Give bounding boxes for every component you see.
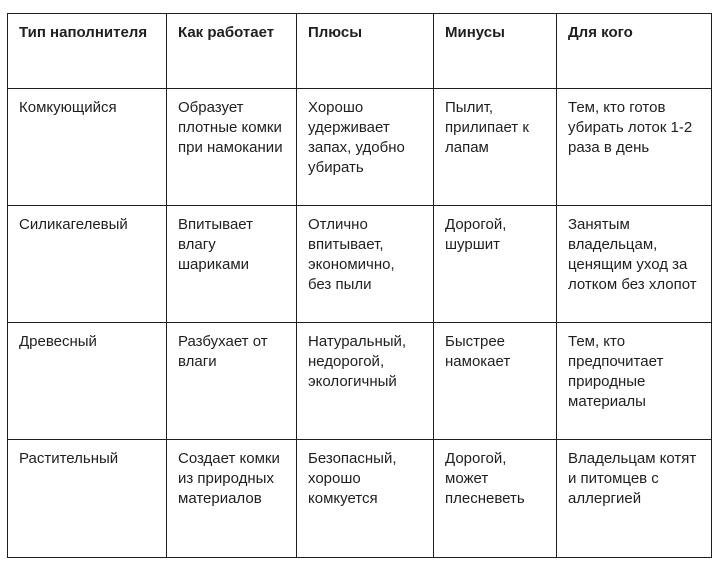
cell-type: Силикагелевый	[8, 206, 167, 323]
cell-pros: Хорошо удерживает запах, удобно убирать	[297, 89, 434, 206]
litter-comparison-table	[7, 13, 712, 558]
cell-how-it-works: Впитывает влагу шариками	[167, 206, 297, 323]
cell-cons: Быстрее намокает	[434, 323, 557, 440]
table-row	[8, 89, 712, 206]
cell-how-it-works: Образует плотные комки при намокании	[167, 89, 297, 206]
table-row	[8, 440, 712, 558]
header-row	[8, 14, 712, 89]
cell-type: Растительный	[8, 440, 167, 558]
header-cons: Минусы	[434, 14, 557, 89]
table-row	[8, 323, 712, 440]
cell-type: Комкующийся	[8, 89, 167, 206]
cell-cons: Дорогой, шуршит	[434, 206, 557, 323]
cell-how-it-works: Разбухает от влаги	[167, 323, 297, 440]
header-how-it-works: Как работает	[167, 14, 297, 89]
cell-pros: Натуральный, недорогой, экологичный	[297, 323, 434, 440]
header-type: Тип наполнителя	[8, 14, 167, 89]
cell-pros: Безопасный, хорошо комкуется	[297, 440, 434, 558]
cell-type: Древесный	[8, 323, 167, 440]
cell-for-whom: Занятым владельцам, ценящим уход за лотком без хлопот	[557, 206, 712, 323]
cell-for-whom: Владельцам котят и питомцев с аллергией	[557, 440, 712, 558]
cell-for-whom: Тем, кто готов убирать лоток 1-2 раза в день	[557, 89, 712, 206]
cell-for-whom: Тем, кто предпочитает природные материалы	[557, 323, 712, 440]
cell-cons: Дорогой, может плесневеть	[434, 440, 557, 558]
header-for-whom: Для кого	[557, 14, 712, 89]
cell-cons: Пылит, прилипает к лапам	[434, 89, 557, 206]
table-row	[8, 206, 712, 323]
header-pros: Плюсы	[297, 14, 434, 89]
cell-pros: Отлично впитывает, экономично, без пыли	[297, 206, 434, 323]
cell-how-it-works: Создает комки из природных материалов	[167, 440, 297, 558]
